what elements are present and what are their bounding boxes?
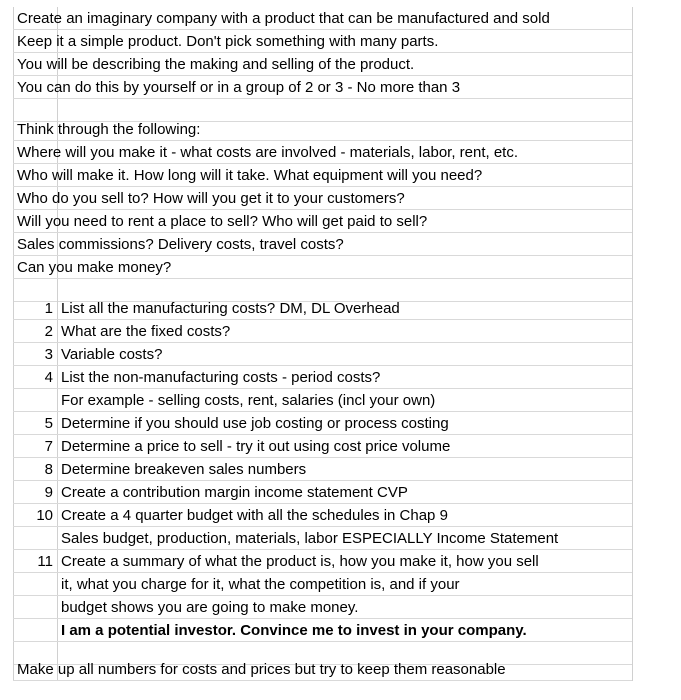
step-text: it, what you charge for it, what the competition is, and if your xyxy=(61,576,460,593)
step-number: 10 xyxy=(36,507,53,524)
intro-line: Keep it a simple product. Don't pick something with many parts. xyxy=(17,33,439,50)
row-step[interactable] xyxy=(0,320,681,343)
row-step[interactable] xyxy=(0,389,681,412)
row-think-2[interactable] xyxy=(0,141,681,164)
row-footer[interactable] xyxy=(0,658,681,681)
row-step[interactable] xyxy=(0,297,681,320)
step-text: Sales budget, production, materials, labor ESPECIALLY Income Statement xyxy=(61,530,559,547)
step-number: 9 xyxy=(44,484,53,501)
row-think-6[interactable] xyxy=(0,233,681,256)
think-line: Where will you make it - what costs are involved - materials, labor, rent, etc. xyxy=(17,144,519,161)
step-number: 1 xyxy=(44,300,53,317)
think-line: Who do you sell to? How will you get it to your customers? xyxy=(17,190,405,207)
think-line: Will you need to rent a place to sell? Who will get paid to sell? xyxy=(17,213,428,230)
row-step[interactable] xyxy=(0,481,681,504)
row-think-1[interactable] xyxy=(0,118,681,141)
row-think-5[interactable] xyxy=(0,210,681,233)
row-step[interactable] xyxy=(0,343,681,366)
think-line: Think through the following: xyxy=(17,121,201,138)
step-number: 2 xyxy=(44,323,53,340)
step-text: What are the fixed costs? xyxy=(61,323,231,340)
row-step[interactable] xyxy=(0,458,681,481)
row-step[interactable] xyxy=(0,550,681,573)
step-number: 4 xyxy=(44,369,53,386)
step-number: 11 xyxy=(37,553,53,570)
step-number: 3 xyxy=(44,346,53,363)
step-text: Create a summary of what the product is, how you make it, how you sell xyxy=(61,553,539,570)
row-step[interactable] xyxy=(0,596,681,619)
investor-statement: I am a potential investor. Convince me to invest in your company. xyxy=(61,622,527,639)
step-number: 8 xyxy=(44,461,53,478)
step-text: Create a 4 quarter budget with all the schedules in Chap 9 xyxy=(61,507,448,524)
step-text: Determine breakeven sales numbers xyxy=(61,461,307,478)
step-number: 7 xyxy=(44,438,53,455)
row-think-3[interactable] xyxy=(0,164,681,187)
step-text: For example - selling costs, rent, salaries (incl your own) xyxy=(61,392,436,409)
row-step[interactable] xyxy=(0,412,681,435)
row-intro-4[interactable] xyxy=(0,76,681,99)
row-step[interactable] xyxy=(0,573,681,596)
intro-line: You can do this by yourself or in a group of 2 or 3 - No more than 3 xyxy=(17,79,461,96)
row-intro-1[interactable] xyxy=(0,7,681,30)
think-line: Can you make money? xyxy=(17,259,172,276)
row-think-4[interactable] xyxy=(0,187,681,210)
step-text: budget shows you are going to make money. xyxy=(61,599,359,616)
step-text: Determine if you should use job costing or process costing xyxy=(61,415,449,432)
step-number: 5 xyxy=(44,415,53,432)
row-step[interactable] xyxy=(0,504,681,527)
row-step[interactable] xyxy=(0,527,681,550)
row-think-7[interactable] xyxy=(0,256,681,279)
step-text: Variable costs? xyxy=(61,346,163,363)
step-text: Determine a price to sell - try it out using cost price volume xyxy=(61,438,451,455)
step-text: List all the manufacturing costs? DM, DL Overhead xyxy=(61,300,400,317)
row-step[interactable] xyxy=(0,619,681,642)
row-step[interactable] xyxy=(0,366,681,389)
intro-line: Create an imaginary company with a product that can be manufactured and sold xyxy=(17,10,550,27)
think-line: Sales commissions? Delivery costs, travel costs? xyxy=(17,236,344,253)
row-intro-3[interactable] xyxy=(0,53,681,76)
row-step[interactable] xyxy=(0,435,681,458)
step-text: List the non-manufacturing costs - period costs? xyxy=(61,369,381,386)
footer-note: Make up all numbers for costs and prices but try to keep them reasonable xyxy=(17,661,506,678)
step-text: Create a contribution margin income statement CVP xyxy=(61,484,408,501)
think-line: Who will make it. How long will it take. What equipment will you need? xyxy=(17,167,483,184)
row-intro-2[interactable] xyxy=(0,30,681,53)
intro-line: You will be describing the making and selling of the product. xyxy=(17,56,415,73)
